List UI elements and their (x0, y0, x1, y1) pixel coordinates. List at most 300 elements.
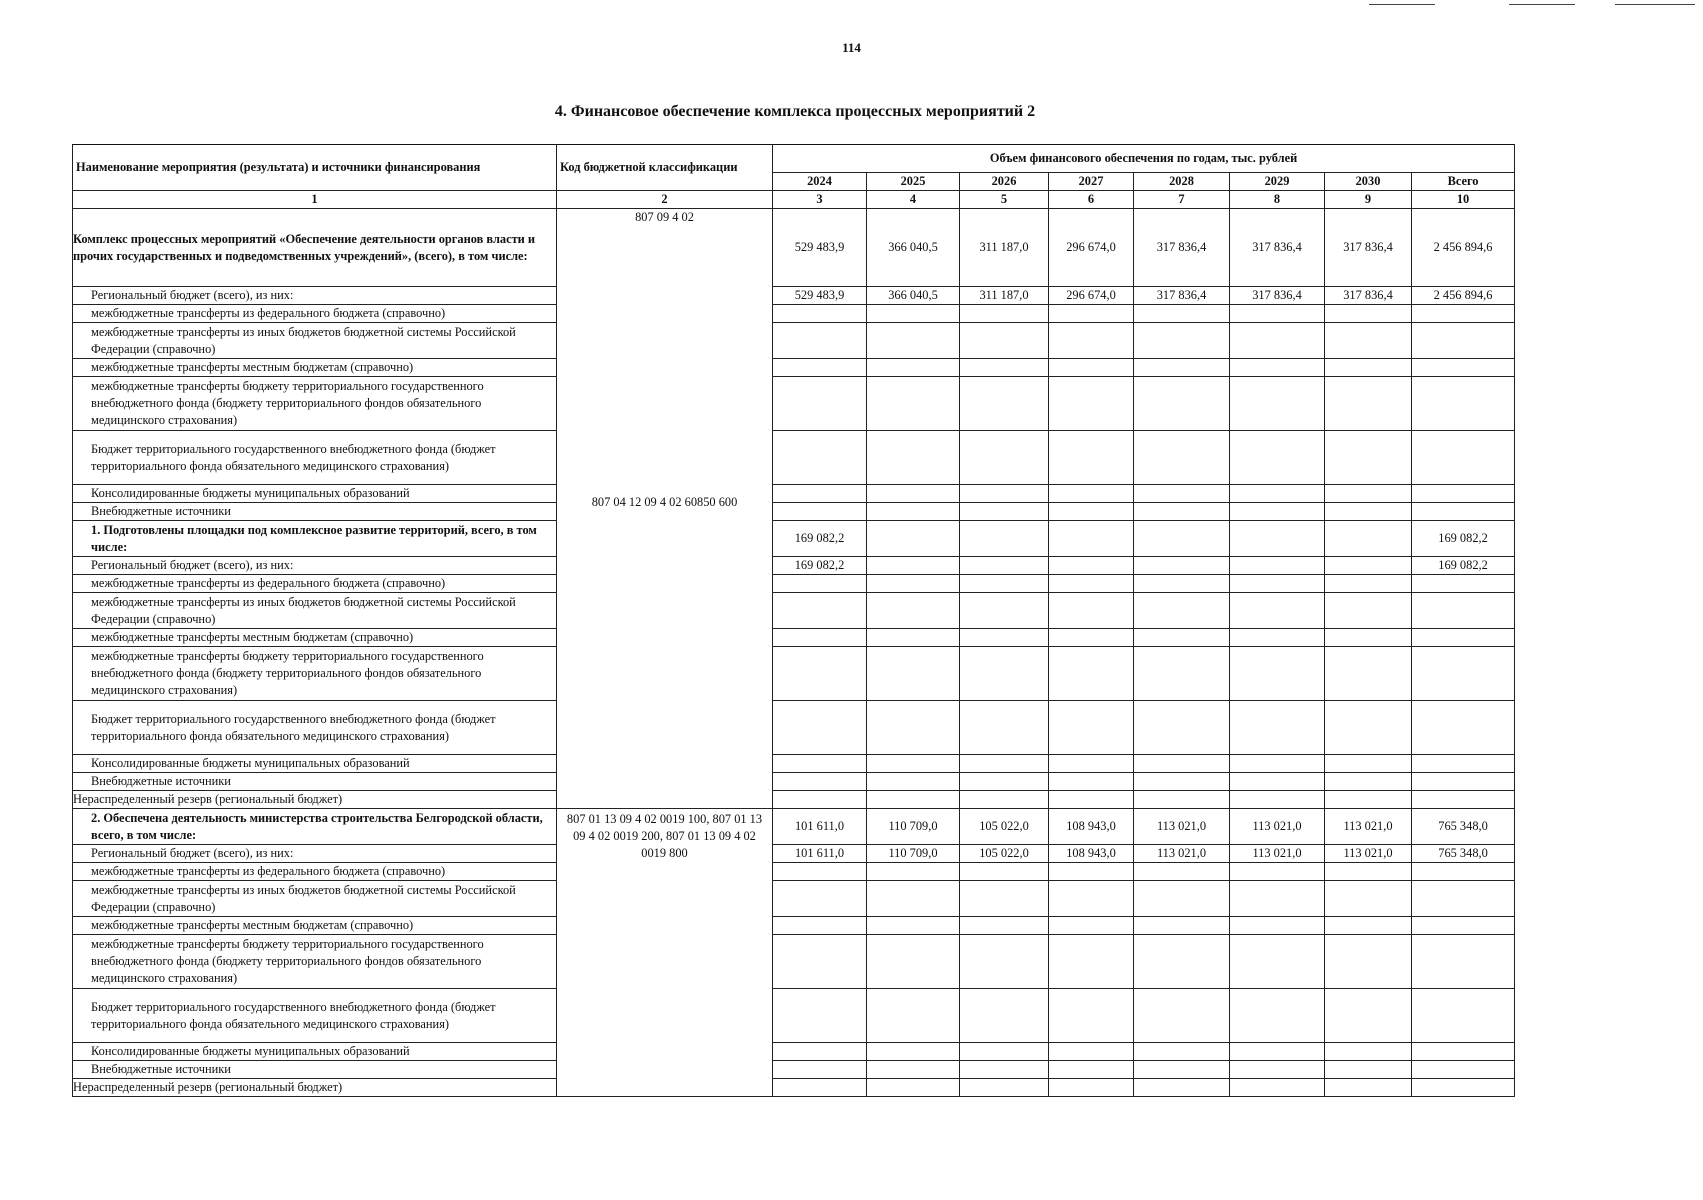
value-cell (773, 629, 867, 647)
value-cell (1412, 881, 1515, 917)
value-cell (1049, 593, 1134, 629)
value-cell (960, 863, 1049, 881)
value-cell (1230, 377, 1325, 431)
row-name: Консолидированные бюджеты муниципальных образований (73, 1043, 557, 1061)
value-cell: 765 348,0 (1412, 845, 1515, 863)
value-cell (1049, 881, 1134, 917)
table-row (73, 209, 1515, 287)
value-cell: 113 021,0 (1230, 809, 1325, 845)
value-cell: 110 709,0 (867, 845, 960, 863)
value-cell (1412, 701, 1515, 755)
value-cell (1134, 521, 1230, 557)
value-cell (1412, 989, 1515, 1043)
table-row (73, 809, 1515, 845)
value-cell (867, 521, 960, 557)
value-cell: 113 021,0 (1230, 845, 1325, 863)
value-cell (960, 629, 1049, 647)
value-cell (773, 1061, 867, 1079)
value-cell: 169 082,2 (1412, 521, 1515, 557)
value-cell (1325, 593, 1412, 629)
value-cell: 2 456 894,6 (1412, 287, 1515, 305)
value-cell (867, 575, 960, 593)
value-cell (867, 593, 960, 629)
value-cell: 296 674,0 (1049, 209, 1134, 287)
value-cell (1412, 359, 1515, 377)
financing-table-body (73, 145, 1515, 1097)
table-row (73, 1061, 1515, 1079)
budget-code-1: 807 09 4 02 (635, 210, 694, 224)
value-cell (1049, 791, 1134, 809)
value-cell (1325, 323, 1412, 359)
value-cell (1412, 647, 1515, 701)
value-cell (960, 359, 1049, 377)
value-cell (867, 629, 960, 647)
value-cell (1049, 305, 1134, 323)
value-cell (1230, 359, 1325, 377)
value-cell: 108 943,0 (1049, 845, 1134, 863)
value-cell (867, 557, 960, 575)
col-number-3: 3 (773, 191, 867, 209)
value-cell (1049, 917, 1134, 935)
value-cell (1412, 773, 1515, 791)
value-cell (1325, 773, 1412, 791)
value-cell (1134, 485, 1230, 503)
value-cell (867, 935, 960, 989)
value-cell: 317 836,4 (1134, 287, 1230, 305)
value-cell: 105 022,0 (960, 845, 1049, 863)
value-cell (1412, 935, 1515, 989)
value-cell (1230, 647, 1325, 701)
value-cell (1230, 629, 1325, 647)
value-cell (1134, 557, 1230, 575)
value-cell (1325, 431, 1412, 485)
value-cell: 169 082,2 (1412, 557, 1515, 575)
row-name: межбюджетные трансферты из федерального бюджета (справочно) (73, 305, 557, 323)
value-cell (867, 917, 960, 935)
value-cell (773, 377, 867, 431)
value-cell (1412, 575, 1515, 593)
year-total: Всего (1412, 173, 1515, 191)
value-cell (1412, 917, 1515, 935)
value-cell (1325, 755, 1412, 773)
value-cell (1134, 503, 1230, 521)
table-row (73, 503, 1515, 521)
value-cell: 113 021,0 (1134, 809, 1230, 845)
table-row (73, 629, 1515, 647)
value-cell (1325, 1079, 1412, 1097)
value-cell (1412, 323, 1515, 359)
value-cell (1412, 863, 1515, 881)
value-cell (1412, 431, 1515, 485)
value-cell (1134, 1061, 1230, 1079)
row-name: межбюджетные трансферты из иных бюджетов бюджетной системы Российской Федерации (справочно) (73, 323, 557, 359)
value-cell (960, 881, 1049, 917)
value-cell (867, 881, 960, 917)
value-cell: 113 021,0 (1325, 845, 1412, 863)
value-cell (1049, 629, 1134, 647)
value-cell: 311 187,0 (960, 209, 1049, 287)
value-cell (1325, 359, 1412, 377)
year-2030: 2030 (1325, 173, 1412, 191)
row-name: Нераспределенный резерв (региональный бюджет) (73, 791, 557, 809)
value-cell (773, 647, 867, 701)
table-row (73, 575, 1515, 593)
value-cell (1325, 521, 1412, 557)
year-2024: 2024 (773, 173, 867, 191)
row-name: межбюджетные трансферты местным бюджетам (справочно) (73, 917, 557, 935)
table-row (73, 521, 1515, 557)
table-row (73, 557, 1515, 575)
value-cell (867, 377, 960, 431)
value-cell: 296 674,0 (1049, 287, 1134, 305)
budget-code-cell (557, 209, 773, 809)
value-cell (1134, 377, 1230, 431)
row-name: межбюджетные трансферты местным бюджетам (справочно) (73, 359, 557, 377)
value-cell (960, 323, 1049, 359)
value-cell (960, 755, 1049, 773)
value-cell: 2 456 894,6 (1412, 209, 1515, 287)
value-cell (960, 557, 1049, 575)
row-name: Комплекс процессных мероприятий «Обеспечение деятельности органов власти и прочих государственных и подведомственных учреждений», (всего), в том числе: (73, 209, 557, 287)
value-cell (773, 431, 867, 485)
value-cell (1134, 863, 1230, 881)
value-cell (867, 305, 960, 323)
value-cell (773, 755, 867, 773)
value-cell (1325, 503, 1412, 521)
table-row (73, 431, 1515, 485)
header-name: Наименование мероприятия (результата) и источники финансирования (76, 160, 481, 174)
value-cell (867, 647, 960, 701)
value-cell (960, 503, 1049, 521)
value-cell (773, 485, 867, 503)
value-cell (1412, 755, 1515, 773)
value-cell (1230, 1061, 1325, 1079)
value-cell (1230, 863, 1325, 881)
value-cell (867, 701, 960, 755)
value-cell: 101 611,0 (773, 809, 867, 845)
table-row (73, 989, 1515, 1043)
col-number-10: 10 (1412, 191, 1515, 209)
value-cell (773, 863, 867, 881)
value-cell (1325, 989, 1412, 1043)
value-cell (1230, 1043, 1325, 1061)
value-cell (1049, 503, 1134, 521)
value-cell (1134, 305, 1230, 323)
table-row (73, 287, 1515, 305)
row-name: межбюджетные трансферты из федерального бюджета (справочно) (73, 863, 557, 881)
value-cell (1049, 701, 1134, 755)
table-row (73, 593, 1515, 629)
table-row (73, 647, 1515, 701)
value-cell (1412, 485, 1515, 503)
row-name: Консолидированные бюджеты муниципальных образований (73, 485, 557, 503)
row-name: 2. Обеспечена деятельность министерства строительства Белгородской области, всего, в том числе: (73, 809, 557, 845)
value-cell (1230, 521, 1325, 557)
value-cell: 101 611,0 (773, 845, 867, 863)
value-cell (1049, 485, 1134, 503)
value-cell (960, 575, 1049, 593)
col-number-6: 6 (1049, 191, 1134, 209)
value-cell (1049, 557, 1134, 575)
row-name: межбюджетные трансферты бюджету территориального государственного внебюджетного фонда (бюджету территориального фондов обязательного медицинского страхования) (73, 647, 557, 701)
row-name: Бюджет территориального государственного внебюджетного фонда (бюджет территориального фонда обязательного медицинского страхования) (73, 431, 557, 485)
header-name-cell (73, 145, 557, 191)
value-cell (1230, 881, 1325, 917)
budget-code-cell: 807 01 13 09 4 02 0019 100, 807 01 13 09 4 02 0019 200, 807 01 13 09 4 02 0019 800 (557, 809, 773, 1097)
table-row (73, 359, 1515, 377)
table-row (73, 755, 1515, 773)
header-volume: Объем финансового обеспечения по годам, тыс. рублей (989, 151, 1298, 165)
value-cell (960, 1079, 1049, 1097)
value-cell (773, 791, 867, 809)
table-row (73, 773, 1515, 791)
row-name: межбюджетные трансферты бюджету территориального государственного внебюджетного фонда (бюджету территориального фондов обязательного медицинского страхования) (73, 935, 557, 989)
value-cell (1134, 1079, 1230, 1097)
value-cell (1230, 557, 1325, 575)
value-cell (1412, 1079, 1515, 1097)
value-cell (867, 863, 960, 881)
row-name: Внебюджетные источники (73, 1061, 557, 1079)
col-number-8: 8 (1230, 191, 1325, 209)
row-name: межбюджетные трансферты бюджету территориального государственного внебюджетного фонда (бюджету территориального фондов обязательного медицинского страхования) (73, 377, 557, 431)
value-cell (1325, 1061, 1412, 1079)
value-cell (1134, 593, 1230, 629)
page-title: 4. Финансовое обеспечение комплекса процессных мероприятий 2 (554, 103, 1036, 120)
year-2029: 2029 (1230, 173, 1325, 191)
value-cell (1134, 791, 1230, 809)
value-cell (960, 647, 1049, 701)
value-cell (960, 935, 1049, 989)
value-cell (1230, 791, 1325, 809)
value-cell (960, 485, 1049, 503)
value-cell (1049, 575, 1134, 593)
value-cell (1325, 377, 1412, 431)
value-cell: 317 836,4 (1325, 209, 1412, 287)
value-cell (1049, 1079, 1134, 1097)
value-cell (1134, 773, 1230, 791)
row-name: Нераспределенный резерв (региональный бюджет) (73, 1079, 557, 1097)
row-name: Внебюджетные источники (73, 773, 557, 791)
value-cell (1412, 503, 1515, 521)
value-cell (1049, 989, 1134, 1043)
year-2026: 2026 (960, 173, 1049, 191)
value-cell (1325, 791, 1412, 809)
value-cell (867, 431, 960, 485)
table-row (73, 377, 1515, 431)
value-cell (1230, 935, 1325, 989)
value-cell (1412, 629, 1515, 647)
value-cell (1230, 917, 1325, 935)
page-number: 114 (842, 40, 861, 55)
value-cell (867, 773, 960, 791)
value-cell (1230, 593, 1325, 629)
value-cell: 105 022,0 (960, 809, 1049, 845)
row-name: 1. Подготовлены площадки под комплексное развитие территорий, всего, в том числе: (73, 521, 557, 557)
value-cell (773, 323, 867, 359)
header-code-cell (557, 145, 773, 191)
value-cell (867, 1043, 960, 1061)
table-row (73, 323, 1515, 359)
header-volume-cell (773, 145, 1515, 173)
col-number-7: 7 (1134, 191, 1230, 209)
value-cell (1325, 575, 1412, 593)
value-cell (960, 989, 1049, 1043)
value-cell (1325, 1043, 1412, 1061)
value-cell (1230, 305, 1325, 323)
table-row (73, 935, 1515, 989)
value-cell (773, 305, 867, 323)
value-cell (1325, 629, 1412, 647)
value-cell (1325, 917, 1412, 935)
value-cell (960, 1043, 1049, 1061)
value-cell (1049, 755, 1134, 773)
value-cell (867, 989, 960, 1043)
value-cell: 317 836,4 (1134, 209, 1230, 287)
row-name: Внебюджетные источники (73, 503, 557, 521)
value-cell (773, 701, 867, 755)
value-cell (1134, 917, 1230, 935)
value-cell: 113 021,0 (1325, 809, 1412, 845)
table-row (73, 305, 1515, 323)
table-row (73, 881, 1515, 917)
value-cell (1412, 593, 1515, 629)
value-cell: 765 348,0 (1412, 809, 1515, 845)
value-cell (773, 989, 867, 1043)
value-cell (960, 791, 1049, 809)
row-name: межбюджетные трансферты из федерального бюджета (справочно) (73, 575, 557, 593)
row-name: Бюджет территориального государственного внебюджетного фонда (бюджет территориального фонда обязательного медицинского страхования) (73, 701, 557, 755)
value-cell (1230, 575, 1325, 593)
value-cell (1134, 431, 1230, 485)
table-row (73, 485, 1515, 503)
value-cell (1325, 557, 1412, 575)
value-cell (1134, 575, 1230, 593)
value-cell (1325, 305, 1412, 323)
value-cell (1049, 647, 1134, 701)
table-row (73, 791, 1515, 809)
value-cell (1412, 377, 1515, 431)
value-cell (1230, 431, 1325, 485)
value-cell (1325, 935, 1412, 989)
value-cell (1325, 647, 1412, 701)
value-cell: 317 836,4 (1325, 287, 1412, 305)
value-cell (773, 881, 867, 917)
col-number-4: 4 (867, 191, 960, 209)
value-cell (773, 1079, 867, 1097)
value-cell: 169 082,2 (773, 521, 867, 557)
value-cell (867, 323, 960, 359)
value-cell: 108 943,0 (1049, 809, 1134, 845)
year-2025: 2025 (867, 173, 960, 191)
col-number-9: 9 (1325, 191, 1412, 209)
value-cell (1412, 305, 1515, 323)
year-2028: 2028 (1134, 173, 1230, 191)
value-cell (1230, 989, 1325, 1043)
value-cell (1412, 1043, 1515, 1061)
value-cell: 110 709,0 (867, 809, 960, 845)
row-name: межбюджетные трансферты из иных бюджетов бюджетной системы Российской Федерации (справочно) (73, 593, 557, 629)
value-cell (1049, 863, 1134, 881)
value-cell (1230, 701, 1325, 755)
value-cell (1325, 863, 1412, 881)
value-cell (1049, 431, 1134, 485)
value-cell (1049, 1061, 1134, 1079)
value-cell (1325, 485, 1412, 503)
value-cell (1049, 377, 1134, 431)
value-cell (773, 593, 867, 629)
table-row (73, 863, 1515, 881)
value-cell (867, 485, 960, 503)
value-cell (773, 935, 867, 989)
value-cell (960, 521, 1049, 557)
row-name: межбюджетные трансферты местным бюджетам (справочно) (73, 629, 557, 647)
table-row (73, 917, 1515, 935)
value-cell (867, 503, 960, 521)
value-cell (1134, 629, 1230, 647)
col-number-2: 2 (557, 191, 773, 209)
value-cell (1134, 935, 1230, 989)
value-cell: 529 483,9 (773, 287, 867, 305)
value-cell (773, 359, 867, 377)
value-cell (1134, 881, 1230, 917)
value-cell (1230, 773, 1325, 791)
value-cell (867, 1079, 960, 1097)
col-number-1: 1 (73, 191, 557, 209)
value-cell (1049, 323, 1134, 359)
value-cell (1134, 701, 1230, 755)
value-cell (1049, 1043, 1134, 1061)
value-cell (960, 377, 1049, 431)
table-row (73, 1043, 1515, 1061)
value-cell (960, 593, 1049, 629)
value-cell (960, 701, 1049, 755)
value-cell (773, 503, 867, 521)
row-name: Региональный бюджет (всего), из них: (73, 845, 557, 863)
value-cell (867, 359, 960, 377)
value-cell (1134, 1043, 1230, 1061)
value-cell (960, 431, 1049, 485)
value-cell (1412, 1061, 1515, 1079)
row-name: Консолидированные бюджеты муниципальных образований (73, 755, 557, 773)
value-cell (1134, 359, 1230, 377)
table-row (73, 701, 1515, 755)
value-cell (1049, 935, 1134, 989)
value-cell (867, 1061, 960, 1079)
row-name: Региональный бюджет (всего), из них: (73, 287, 557, 305)
value-cell (1230, 323, 1325, 359)
value-cell (867, 755, 960, 773)
value-cell: 366 040,5 (867, 209, 960, 287)
value-cell (867, 791, 960, 809)
value-cell (1230, 1079, 1325, 1097)
value-cell (773, 917, 867, 935)
row-name: Бюджет территориального государственного внебюджетного фонда (бюджет территориального фонда обязательного медицинского страхования) (73, 989, 557, 1043)
value-cell (773, 1043, 867, 1061)
value-cell (960, 917, 1049, 935)
value-cell (1230, 755, 1325, 773)
value-cell (1134, 647, 1230, 701)
value-cell: 317 836,4 (1230, 209, 1325, 287)
value-cell (773, 575, 867, 593)
header-code: Код бюджетной классификации (560, 160, 738, 174)
value-cell: 366 040,5 (867, 287, 960, 305)
value-cell (1134, 755, 1230, 773)
col-number-5: 5 (960, 191, 1049, 209)
value-cell: 311 187,0 (960, 287, 1049, 305)
value-cell (1325, 881, 1412, 917)
value-cell (1049, 521, 1134, 557)
value-cell (1230, 485, 1325, 503)
